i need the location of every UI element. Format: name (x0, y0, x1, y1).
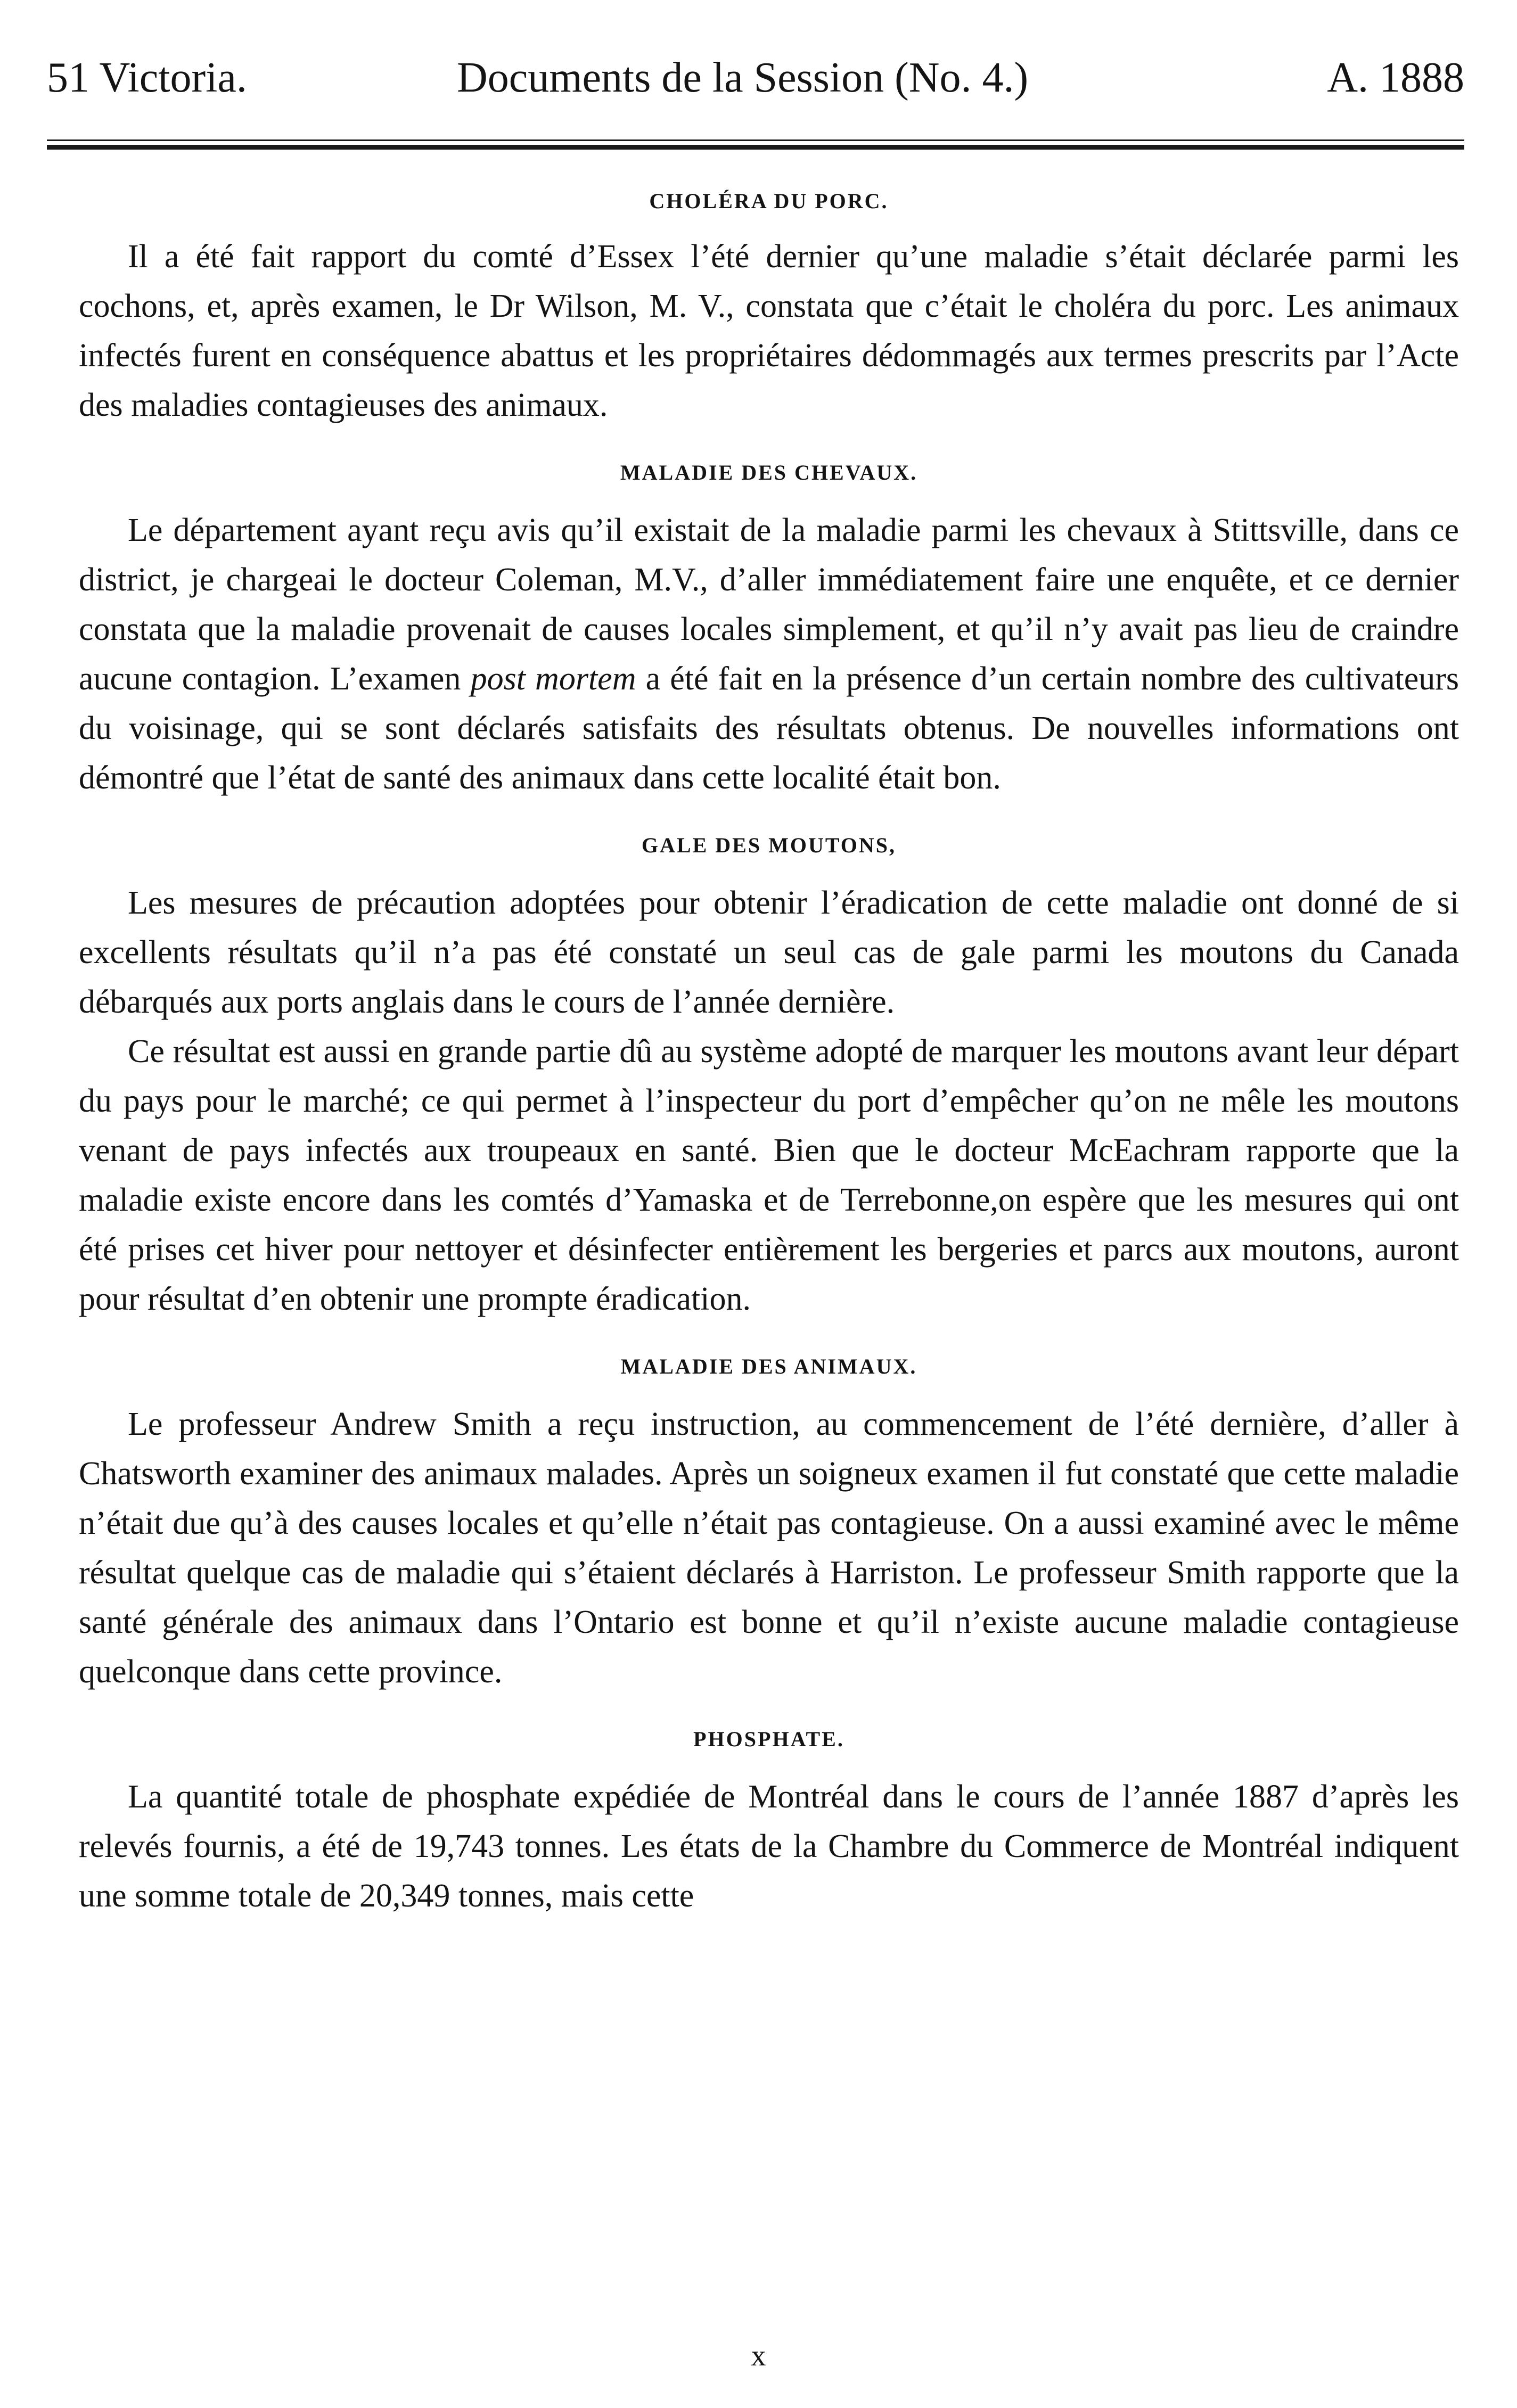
section-heading-chevaux: MALADIE DES CHEVAUX. (620, 461, 918, 484)
paragraph-moutons-2: Ce résultat est aussi en grande partie dû au système adopté de marquer les moutons avant leur départ du pays pour le marché; ce qui permet à l’inspecteur du port d’empêcher qu’on ne mêle les moutons venant de pays infectés aux troupeaux en santé. Bien que le docteur McEachram rapporte que la maladie existe encore dans les comtés d’Yamaska et de Terrebonne,on espère que les mesures qui ont été prises cet hiver pour nettoyer et désinfecter entièrement les bergeries et parcs aux moutons, auront pour résultat d’en obtenir une prompte éradication. (79, 1033, 1459, 1317)
header-rule-thin (47, 139, 1464, 141)
latin-term-post-mortem: post mortem (470, 661, 636, 697)
section-heading-cholera: CHOLÉRA DU PORC. (649, 189, 889, 213)
paragraph-cholera: Il a été fait rapport du comté d’Essex l’été dernier qu’une maladie s’était déclarée parmi les cochons, et, après examen, le Dr Wilson, M. V., constata que c’était le choléra du porc. Les animaux infectés furent en conséquence abattus et les propriétaires dédommagés aux termes prescrits par l’Acte des maladies contagieuses des animaux. (79, 239, 1459, 423)
paragraph-chevaux (79, 506, 1459, 803)
paragraph-phosphate: La quantité totale de phosphate expédiée de Montréal dans le cours de l’année 1887 d’après les relevés fournis, a été de 19,743 tonnes. Les états de la Chambre du Commerce de Montréal indiquent une somme totale de 20,349 tonnes, mais cette (79, 1779, 1459, 1914)
running-header (47, 52, 1464, 103)
paragraph-moutons-1: Les mesures de précaution adoptées pour obtenir l’éradication de cette maladie ont donné de si excellents résultats qu’il n’a pas été constaté un seul cas de gale parmi les moutons du Canada débarqués aux ports anglais dans le cours de l’année dernière. (79, 885, 1459, 1020)
page-folio: x (751, 2339, 766, 2372)
body-text (79, 186, 1459, 1921)
paragraph-animaux: Le professeur Andrew Smith a reçu instruction, au commencement de l’été dernière, d’aller à Chatsworth examiner des animaux malades. Après un soigneux examen il fut constaté que cette maladie n’était due qu’à des causes locales et qu’elle n’était pas contagieuse. On a aussi examiné avec le même résultat quelque cas de maladie qui s’étaient déclarés à Harriston. Le professeur Smith rapporte que la santé générale des animaux dans l’Ontario est bonne et qu’il n’existe aucune maladie contagieuse quelconque dans cette province. (79, 1406, 1459, 1690)
header-year: A. 1888 (1327, 54, 1464, 101)
section-heading-moutons: GALE DES MOUTONS, (641, 833, 897, 857)
section-heading-animaux: MALADIE DES ANIMAUX. (620, 1354, 917, 1378)
section-heading-phosphate: PHOSPHATE. (693, 1727, 844, 1751)
paragraph-chevaux-part-2: a été fait en la présence d’un certain nombre des cultivateurs du voisinage, qui se sont déclarés satisfaits des résultats obtenus. De nouvelles informations ont démontré que l’état de santé des animaux dans cette localité était bon. (79, 661, 1459, 796)
paragraph-chevaux-part-1: Le département ayant reçu avis qu’il existait de la maladie parmi les chevaux à Stittsville, dans ce district, je chargeai le docteur Coleman, M.V., d’aller immédiatement faire une enquête, et ce dernier constata que la maladie provenait de causes locales simplement, et qu’il n’y avait pas lieu de craindre aucune contagion. L’examen (79, 512, 1459, 697)
header-document-title: Documents de la Session (No. 4.) (457, 54, 1029, 101)
header-session-year: 51 Victoria. (47, 54, 247, 101)
header-rule-thick (47, 145, 1464, 150)
